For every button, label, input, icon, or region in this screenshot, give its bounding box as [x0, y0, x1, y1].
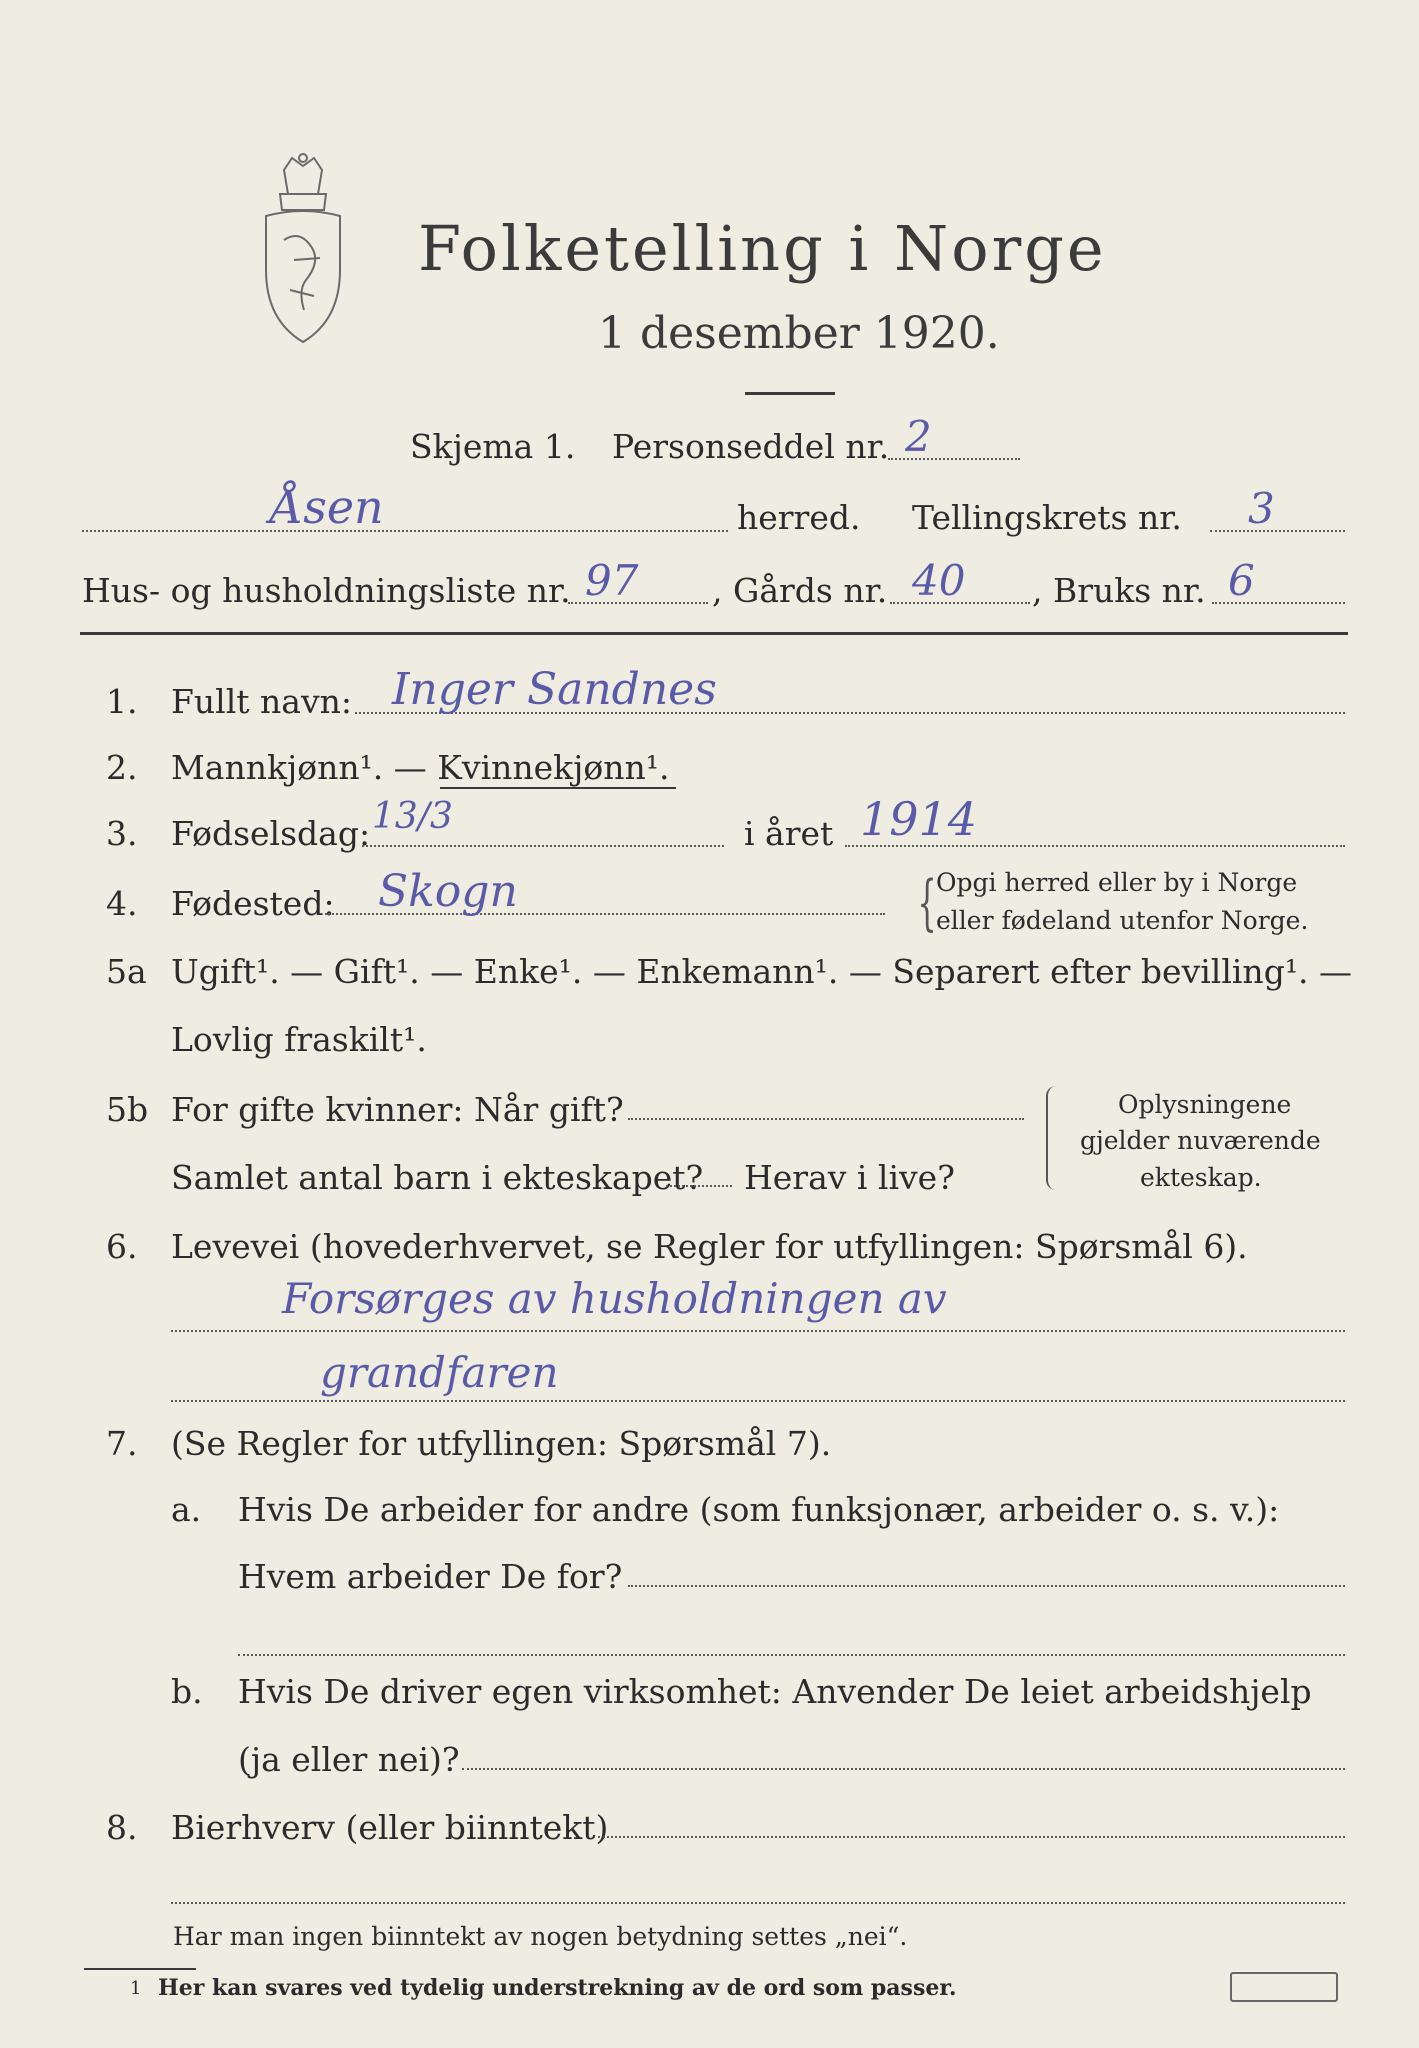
header-divider	[80, 632, 1348, 635]
q7b-label: Hvis De driver egen virksomhet: Anvender De leiet arbeidshjelp	[238, 1672, 1312, 1711]
q4-value: Skogn	[378, 866, 518, 917]
q5b-note-1: Oplysningene	[1118, 1090, 1292, 1119]
gards-label: , Gårds nr.	[712, 571, 888, 610]
q7b-line	[462, 1768, 1345, 1770]
q8-number: 8.	[106, 1808, 138, 1847]
q5b-when-line	[628, 1118, 1024, 1120]
title-divider	[745, 392, 835, 395]
personseddel-label: Personseddel nr.	[612, 427, 890, 466]
q1-value: Inger Sandnes	[392, 664, 717, 715]
q5a-label-2: Lovlig fraskilt¹.	[171, 1020, 427, 1059]
q4-note-1: Opgi herred eller by i Norge	[936, 868, 1298, 897]
personseddel-value: 2	[905, 412, 932, 461]
q5b-label: For gifte kvinner: Når gift?	[171, 1090, 624, 1129]
printer-stamp	[1230, 1972, 1338, 2002]
gards-value: 40	[912, 556, 966, 605]
bruks-value: 6	[1228, 556, 1255, 605]
q8-note: Har man ingen biinntekt av nogen betydning settes „nei“.	[173, 1922, 908, 1951]
q7a-letter: a.	[171, 1490, 202, 1529]
q4-number: 4.	[106, 884, 138, 923]
hus-label: Hus- og husholdningsliste nr.	[82, 571, 571, 610]
q6-line-1	[171, 1330, 1345, 1332]
q5b-label-2: Samlet antal barn i ekteskapet?	[171, 1158, 704, 1197]
form-title: Folketelling i Norge	[418, 212, 1107, 285]
q7b-label-2: (ja eller nei)?	[238, 1740, 460, 1779]
schema-label: Skjema 1.	[410, 427, 576, 466]
herred-line	[82, 530, 728, 532]
q3-year-value: 1914	[860, 792, 978, 846]
q7a-label: Hvis De arbeider for andre (som funksjonær, arbeider o. s. v.):	[238, 1490, 1280, 1529]
q4-note-2: eller fødeland utenfor Norge.	[936, 906, 1309, 935]
q3-year-label: i året	[744, 814, 834, 853]
q2-underline	[440, 787, 676, 789]
footnote-rule	[84, 1968, 196, 1970]
q7a-label-2: Hvem arbeider De for?	[238, 1557, 623, 1596]
q4-label: Fødested:	[171, 884, 335, 923]
q7-label: (Se Regler for utfyllingen: Spørsmål 7).	[171, 1424, 832, 1463]
q8-line	[598, 1836, 1345, 1838]
tellingskrets-line	[1210, 530, 1345, 532]
q5b-note-3: ekteskap.	[1140, 1163, 1262, 1192]
bruks-label: , Bruks nr.	[1032, 571, 1206, 610]
q1-label: Fullt navn:	[171, 682, 352, 721]
herred-value: Åsen	[270, 480, 384, 534]
q3-number: 3.	[106, 814, 138, 853]
q7b-letter: b.	[171, 1672, 203, 1711]
q5a-number: 5a	[106, 952, 147, 991]
q8-label: Bierhverv (eller biinntekt)	[171, 1808, 609, 1847]
q6-value-1: Forsørges av husholdningen av	[282, 1274, 947, 1323]
q6-number: 6.	[106, 1227, 138, 1266]
q5b-children-line	[666, 1185, 732, 1187]
q4-brace-icon: {	[917, 868, 937, 938]
hus-value: 97	[585, 556, 639, 605]
q6-line-2	[171, 1400, 1345, 1402]
q2-label: Mannkjønn¹. — Kvinnekjønn¹.	[171, 748, 670, 787]
q6-value-2: grandfaren	[320, 1348, 559, 1397]
q1-number: 1.	[106, 682, 138, 721]
q3-label: Fødselsdag:	[171, 814, 371, 853]
q5b-label-3: Herav i live?	[744, 1158, 955, 1197]
q7-number: 7.	[106, 1424, 138, 1463]
q6-label: Levevei (hovederhvervet, se Regler for utfyllingen: Spørsmål 6).	[171, 1227, 1248, 1266]
footnote-text: Her kan svares ved tydelig understrekning av de ord som passer.	[158, 1975, 957, 2001]
coat-of-arms-icon	[244, 150, 362, 350]
q2-number: 2.	[106, 748, 138, 787]
herred-label: herred.	[737, 498, 861, 537]
census-date: 1 desember 1920.	[598, 308, 1000, 359]
q3-value: 13/3	[372, 796, 453, 837]
q7a-line-2	[238, 1654, 1345, 1656]
q7a-line	[628, 1585, 1345, 1587]
tellingskrets-value: 3	[1248, 484, 1275, 533]
q5b-bracket	[1046, 1086, 1058, 1190]
q5b-note-2: gjelder nuværende	[1080, 1126, 1321, 1155]
tellingskrets-label: Tellingskrets nr.	[912, 498, 1182, 537]
q5b-number: 5b	[106, 1090, 149, 1129]
q8-line-2	[171, 1902, 1345, 1904]
q3-line	[362, 845, 724, 847]
q5a-label: Ugift¹. — Gift¹. — Enke¹. — Enkemann¹. — Separert efter bevilling¹. —	[171, 952, 1353, 991]
footnote-mark: 1	[130, 1978, 142, 1999]
